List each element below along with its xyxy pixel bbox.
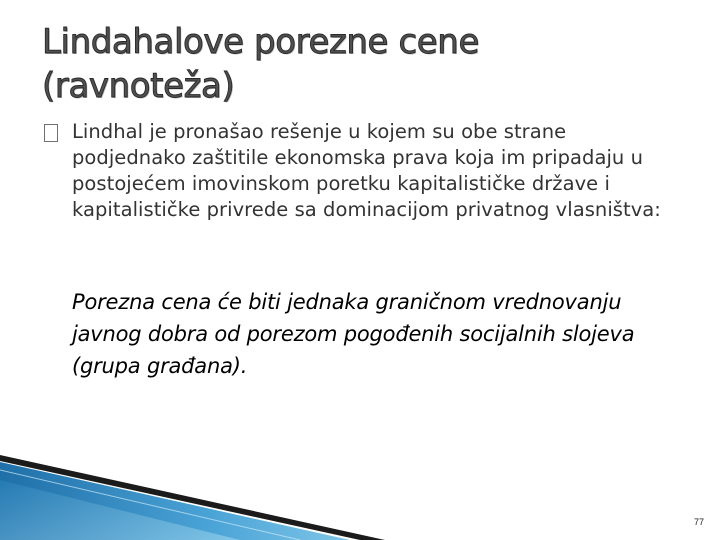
title-line-2: (ravnoteža): [42, 66, 235, 106]
title-line-1: Lindahalove porezne cene: [42, 22, 479, 62]
blue-wave-corner-icon: [0, 440, 720, 540]
emphasis-statement: Porezna cena će biti jednaka graničnom vrednovanju javnog dobra od porezom pogođenih socijalnih slojeva (grupa građana).: [72, 290, 635, 378]
hollow-square-bullet-icon: [44, 124, 58, 142]
page-number: 77: [693, 517, 704, 527]
bullet-item: [44, 119, 684, 223]
bullet-text: Lindhal je pronašao rešenje u kojem su obe strane podjednako zaštitile ekonomska prava koja im pripadaju u postojećem imovinskom poretku kapitalističke države i kapitalističke privrede sa dominacijom privatnog vlasništva:: [72, 120, 661, 221]
slide-title: [42, 20, 682, 108]
